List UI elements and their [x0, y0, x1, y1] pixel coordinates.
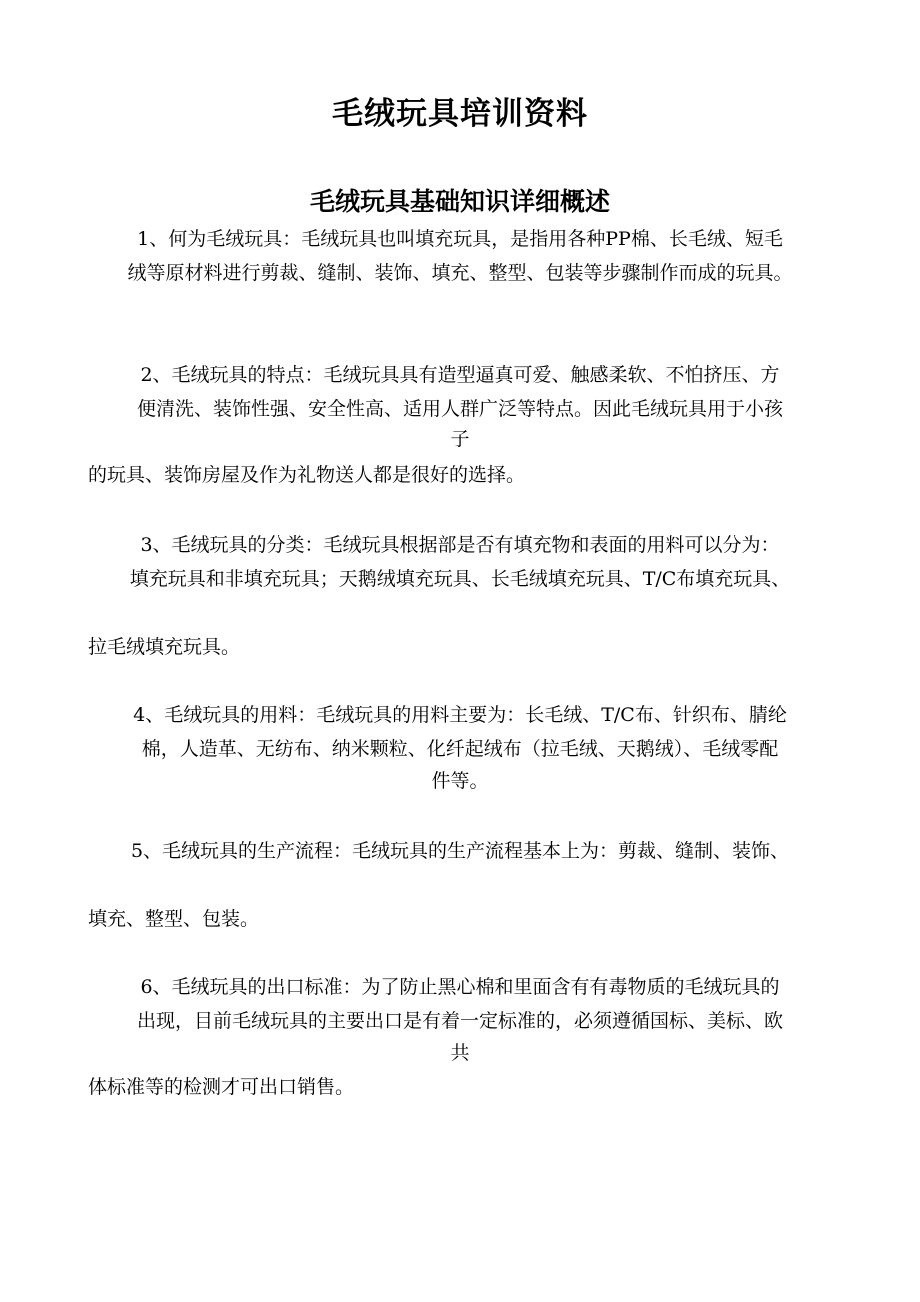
paragraph-line: 子 — [450, 428, 470, 450]
paragraph-line: 件等。 — [431, 770, 489, 792]
paragraph-line: 填充、整型、包装。 — [88, 908, 260, 930]
paragraph-line: 3、毛绒玩具的分类：毛绒玩具根据部是否有填充物和表面的用料可以分为： — [140, 534, 780, 556]
paragraph-line: 的玩具、装饰房屋及作为礼物送人都是很好的选择。 — [88, 464, 526, 486]
document-title: 毛绒玩具培训资料 — [332, 96, 588, 132]
paragraph-line: 4、毛绒玩具的用料：毛绒玩具的用料主要为：长毛绒、T/C布、针织布、腈纶 — [133, 704, 787, 726]
paragraph-line: 填充玩具和非填充玩具；天鹅绒填充玩具、长毛绒填充玩具、T/C布填充玩具、 — [129, 568, 791, 590]
paragraph-line: 6、毛绒玩具的出口标准：为了防止黑心棉和里面含有有毒物质的毛绒玩具的 — [140, 976, 780, 998]
paragraph-line: 1、何为毛绒玩具：毛绒玩具也叫填充玩具，是指用各种PP棉、长毛绒、短毛 — [137, 228, 783, 250]
paragraph-line: 5、毛绒玩具的生产流程：毛绒玩具的生产流程基本上为：剪裁、缝制、装饰、 — [130, 840, 790, 862]
paragraph-line: 棉，人造革、无纺布、纳米颗粒、化纤起绒布（拉毛绒、天鹅绒）、毛绒零配 — [141, 738, 779, 760]
paragraph-line: 体标准等的检测才可出口销售。 — [88, 1076, 355, 1098]
paragraph-line: 出现，目前毛绒玩具的主要出口是有着一定标准的，必须遵循国标、美标、欧 — [136, 1010, 783, 1032]
paragraph-line: 绒等原材料进行剪裁、缝制、装饰、填充、整型、包装等步骤制作而成的玩具。 — [127, 262, 793, 284]
paragraph-line: 共 — [450, 1042, 470, 1064]
document-subtitle: 毛绒玩具基础知识详细概述 — [309, 187, 610, 216]
paragraph-line: 拉毛绒填充玩具。 — [88, 636, 241, 658]
paragraph-line: 2、毛绒玩具的特点：毛绒玩具具有造型逼真可爱、触感柔软、不怕挤压、方 — [140, 364, 780, 386]
paragraph-line: 便清洗、装饰性强、安全性高、适用人群广泛等特点。因此毛绒玩具用于小孩 — [136, 398, 783, 420]
